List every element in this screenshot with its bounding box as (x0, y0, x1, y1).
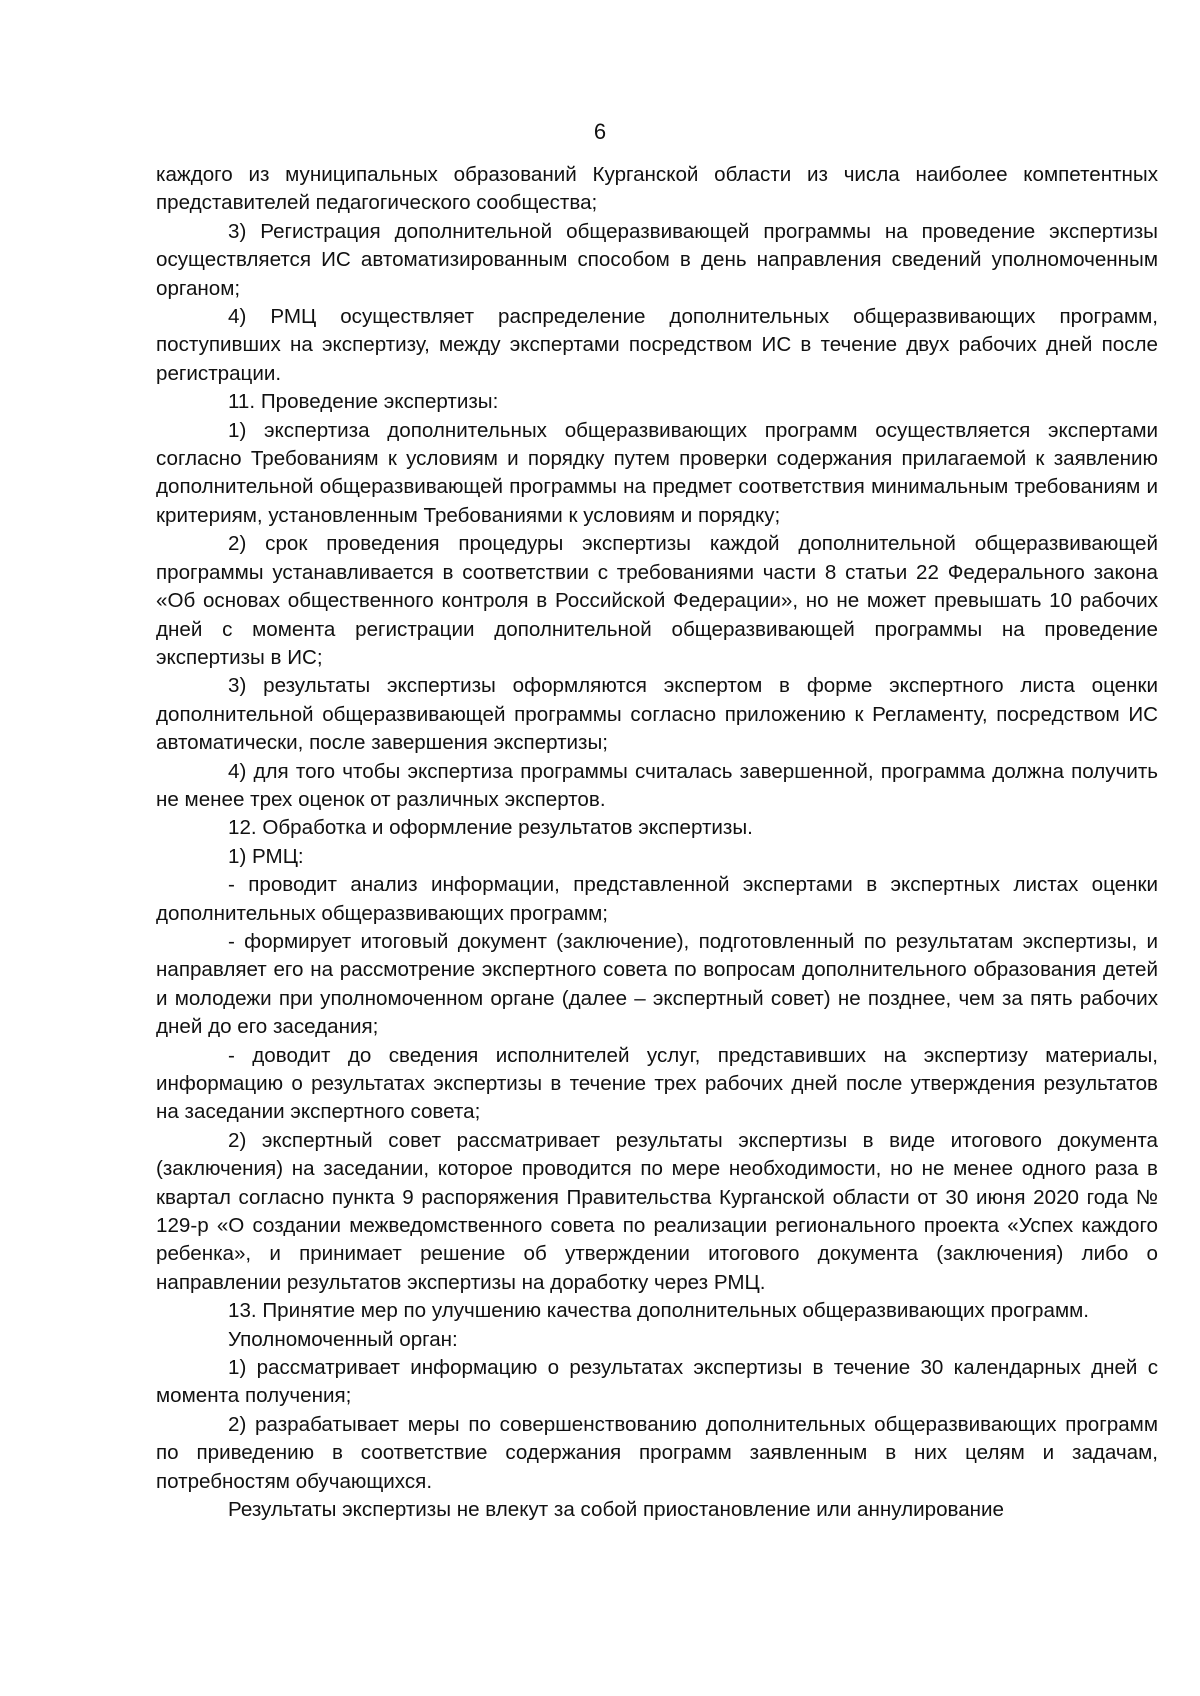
paragraph-10-4-distribution: 4) РМЦ осуществляет распределение дополнительных общеразвивающих программ, поступивших на экспертизу, между экспертами посредством ИС в течение двух рабочих дней после регистрации. (156, 305, 1158, 385)
section-12-heading: 12. Обработка и оформление результатов экспертизы. (228, 816, 753, 840)
paragraph-13-2: 2) разрабатывает меры по совершенствованию дополнительных общеразвивающих программ по приведению в соответствие содержания программ заявленным в них целям и задачам, потребностям обучающихся. (156, 1412, 1158, 1493)
paragraph-11-4: 4) для того чтобы экспертиза программы считалась завершенной, программа должна получить не менее трех оценок от различных экспертов. (156, 759, 1158, 811)
paragraph-11-1: 1) экспертиза дополнительных общеразвивающих программ осуществляется экспертами согласно Требованиям к условиям и порядку путем проверки содержания прилагаемой к заявлению дополнительной общеразвивающей программы на предмет соответствия минимальным требованиям и критериям, установленным Требованиями к условиям и порядку; (156, 418, 1158, 527)
paragraph-12-2: 2) экспертный совет рассматривает результаты экспертизы в виде итогового документа (заключения) на заседании, которое проводится по мере необходимости, но не менее одного раза в квартал согласно пункта 9 распоряжения Правительства Курганской области от 30 июня 2020 года № 129-р «О создании межведомственного совета по реализации регионального проекта «Успех каждого ребенка», и принимает решение об утверждении итогового документа (заключения) либо о направлении результатов экспертизы на доработку через РМЦ. (156, 1128, 1158, 1294)
paragraph-13-authority: Уполномоченный орган: (228, 1327, 458, 1351)
paragraph-12-1-heading: 1) РМЦ: (228, 844, 304, 868)
paragraph-continuation: каждого из муниципальных образований Курганской области из числа наиболее компетентных представителей педагогического сообщества; (156, 163, 1158, 215)
paragraph-12-1-item-analysis: - проводит анализ информации, представленной экспертами в экспертных листах оценки дополнительных общеразвивающих программ; (156, 873, 1158, 925)
section-13-heading: 13. Принятие мер по улучшению качества дополнительных общеразвивающих программ. (228, 1299, 1090, 1323)
paragraph-12-1-item-notify: - доводит до сведения исполнителей услуг, представивших на экспертизу материалы, информацию о результатах экспертизы в течение трех рабочих дней после утверждения результатов на заседании экспертного совета; (156, 1043, 1158, 1124)
paragraph-results-note: Результаты экспертизы не влекут за собой приостановление или аннулирование (228, 1498, 1005, 1522)
section-11-heading: 11. Проведение экспертизы: (228, 390, 499, 414)
page-number: 6 (593, 119, 607, 144)
paragraph-11-2: 2) срок проведения процедуры экспертизы каждой дополнительной общеразвивающей программы устанавливается в соответствии с требованиями части 8 статьи 22 Федерального закона «Об основах общественного контроля в Российской Федерации», но не может превышать 10 рабочих дней с момента регистрации дополнительной общеразвивающей программы на проведение экспертизы в ИС; (156, 532, 1158, 669)
paragraph-11-3: 3) результаты экспертизы оформляются экспертом в форме экспертного листа оценки дополнительной общеразвивающей программы согласно приложению к Регламенту, посредством ИС автоматически, после завершения экспертизы; (156, 674, 1158, 755)
paragraph-10-3-registration: 3) Регистрация дополнительной общеразвивающей программы на проведение экспертизы осуществляется ИС автоматизированным способом в день направления сведений уполномоченным органом; (156, 219, 1158, 300)
paragraph-13-1: 1) рассматривает информацию о результатах экспертизы в течение 30 календарных дней с момента получения; (156, 1356, 1158, 1408)
paragraph-12-1-item-final-document: - формирует итоговый документ (заключение), подготовленный по результатам экспертизы, и направляет его на рассмотрение экспертного совета по вопросам дополнительного образования детей и молодежи при уполномоченном органе (далее – экспертный совет) не позднее, чем за пять рабочих дней до его заседания; (156, 929, 1158, 1039)
document-body (156, 161, 1158, 1525)
